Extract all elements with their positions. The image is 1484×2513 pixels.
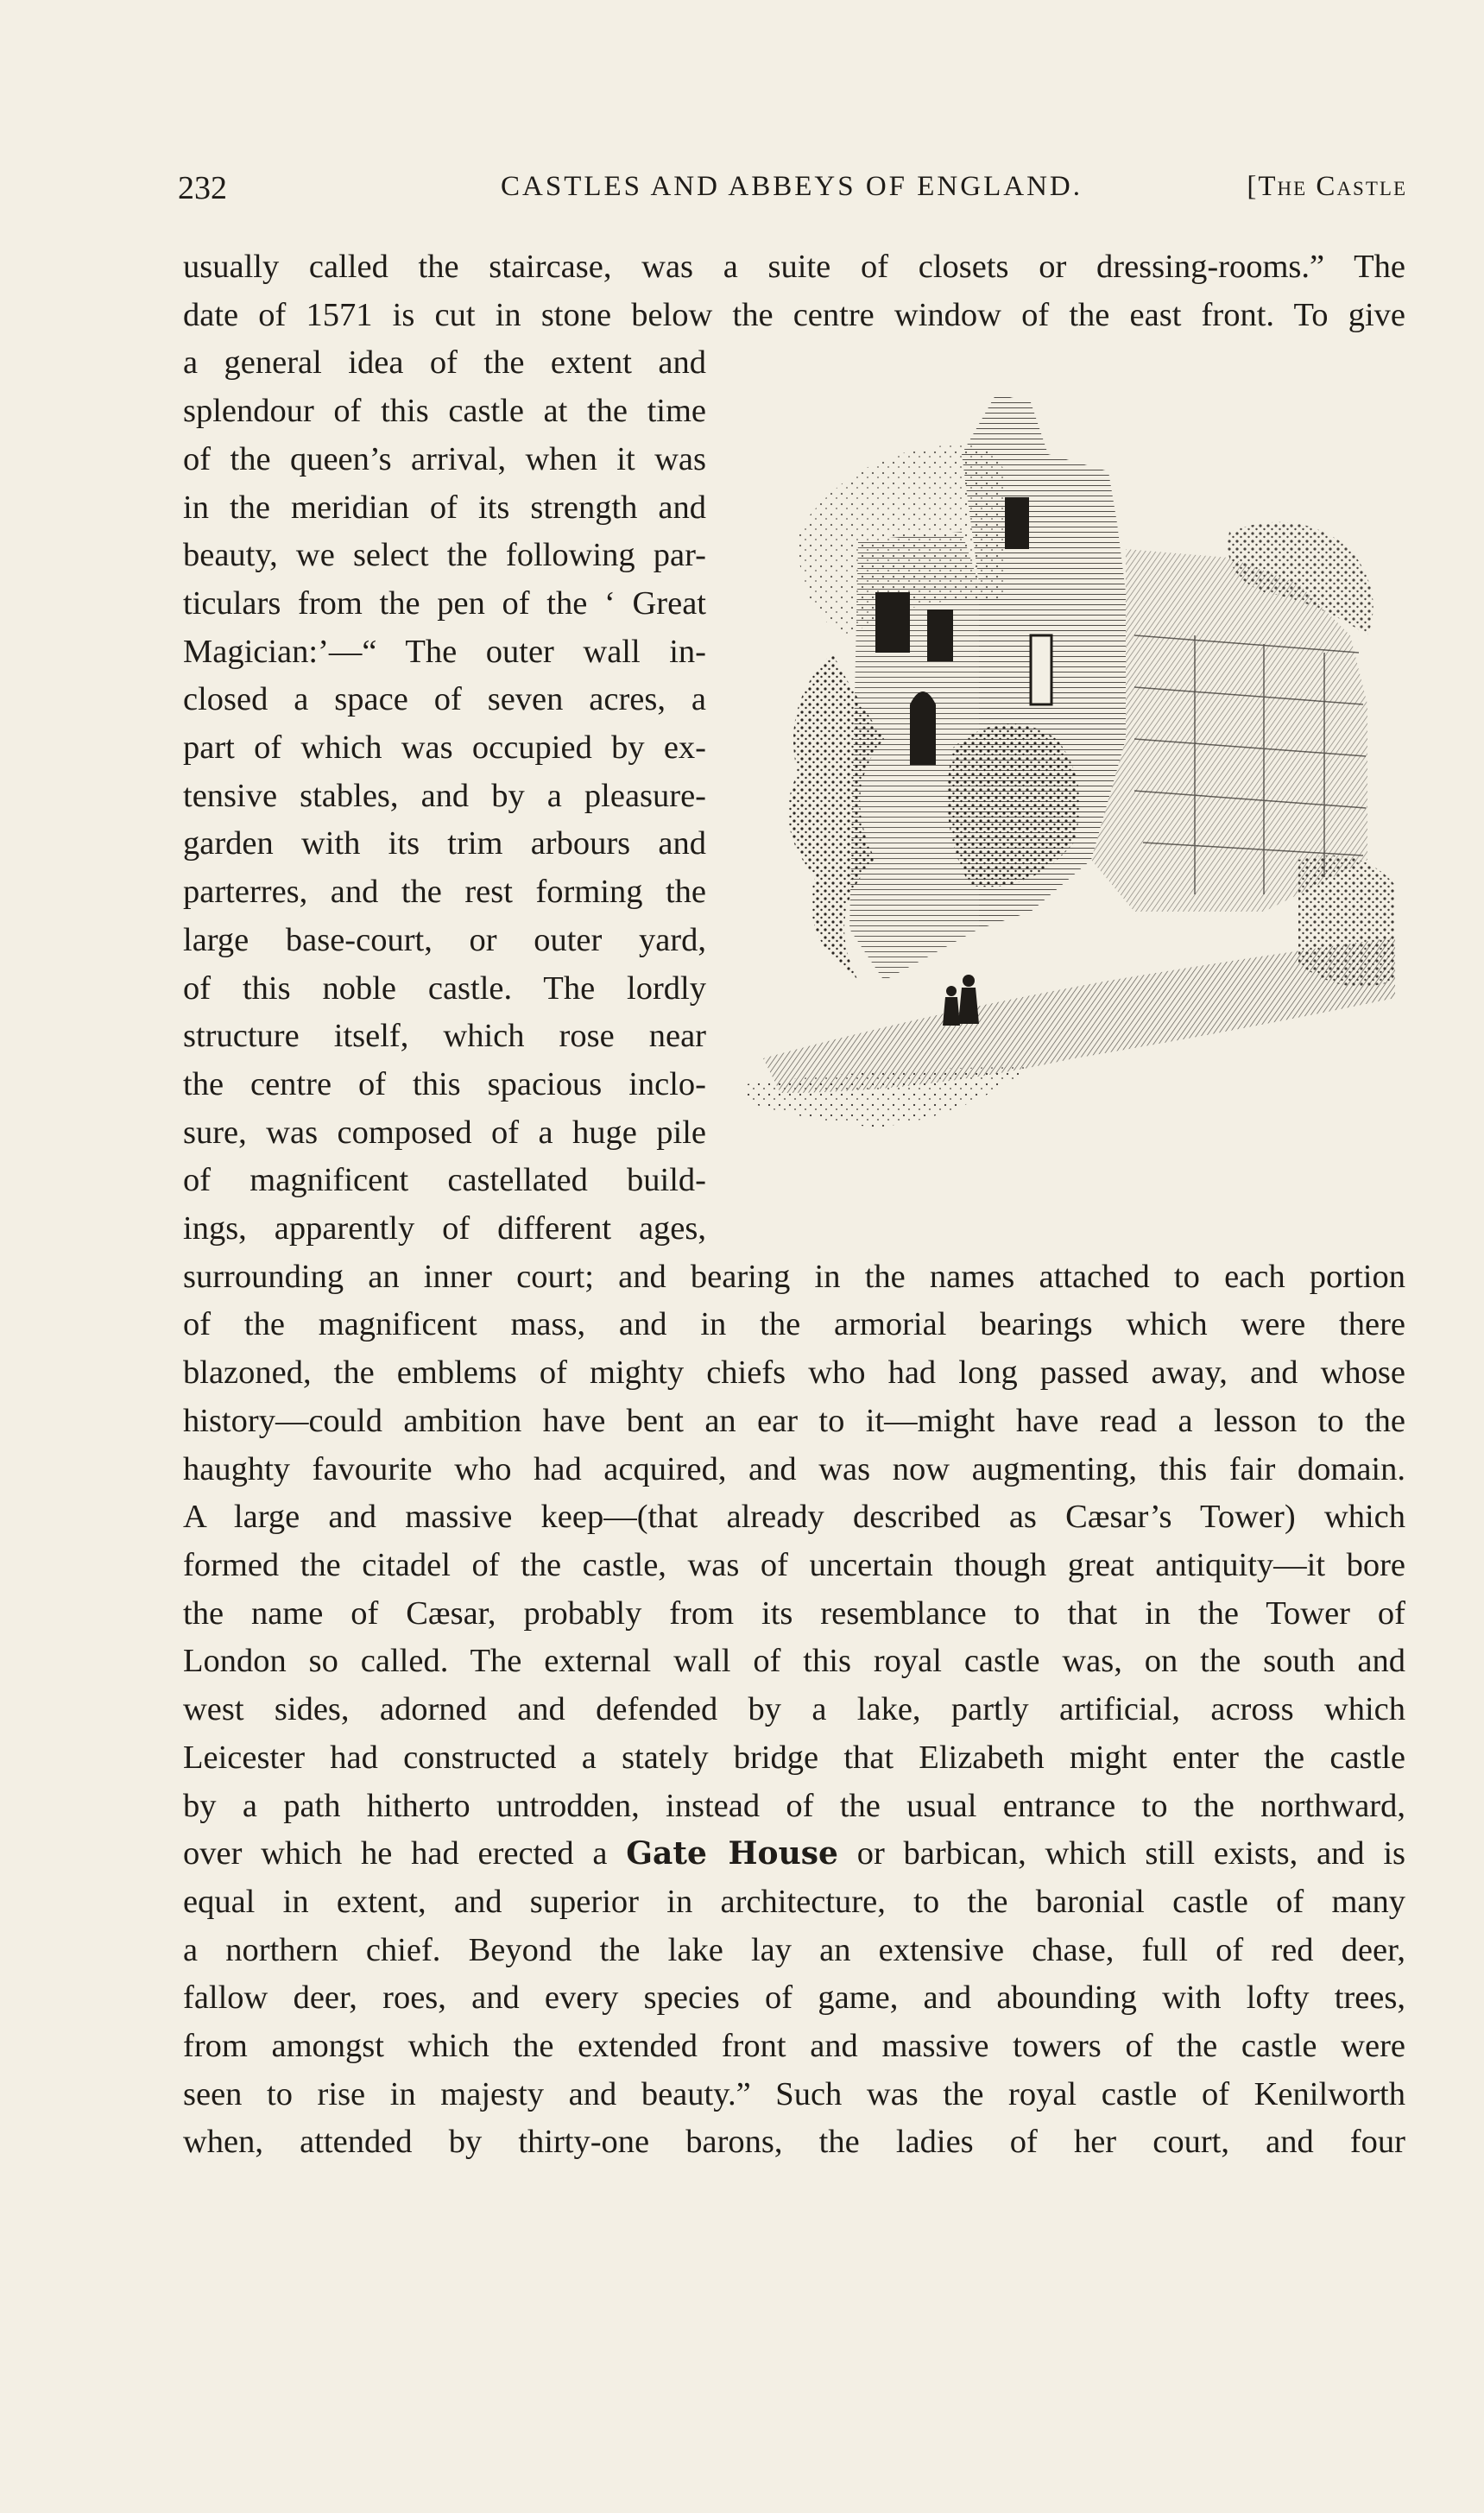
text-line: surrounding an inner court; and bearing in the names attached to each portion — [183, 1258, 1405, 1295]
text-line: large base-court, or outer yard, — [183, 921, 706, 958]
page-number: 232 — [178, 170, 227, 206]
text-line: tensive stables, and by a pleasure- — [183, 777, 706, 814]
text-line: formed the citadel of the castle, was of uncertain though great antiquity—it bore — [183, 1546, 1405, 1583]
text-line: date of 1571 is cut in stone below the centre window of the east front. To give — [183, 296, 1405, 333]
text-fragment: over which he had erected a — [183, 1835, 608, 1872]
text-line: a general idea of the extent and — [183, 344, 706, 382]
text-line: A large and massive keep—(that already described as Cæsar’s Tower) which — [183, 1499, 1405, 1536]
text-line: the centre of this spacious inclo- — [183, 1065, 706, 1102]
text-line: blazoned, the emblems of mighty chiefs who had long passed away, and whose — [183, 1354, 1405, 1392]
text-line: beauty, we select the following par- — [183, 537, 706, 574]
text-line: ticulars from the pen of the ‘ Great — [183, 584, 706, 622]
text-line: usually called the staircase, was a suite of closets or dressing-rooms.” The — [183, 249, 1405, 285]
gate-house-blackletter: Gate House — [626, 1835, 838, 1872]
text-line: the name of Cæsar, probably from its resemblance to that in the Tower of — [183, 1594, 1405, 1632]
text-line — [183, 1830, 1405, 1878]
text-line: fallow deer, roes, and every species of game, and abounding with lofty trees, — [183, 1979, 1405, 2017]
text-line: in the meridian of its strength and — [183, 489, 706, 526]
text-line: from amongst which the extended front and massive towers of the castle were — [183, 2028, 1405, 2065]
castle-ruin-engraving — [746, 376, 1395, 1212]
text-line: of magnificent castellated build- — [183, 1162, 706, 1199]
text-line: Leicester had constructed a stately bridge that Elizabeth might enter the castle — [183, 1739, 1405, 1776]
text-line: equal in extent, and superior in architecture, to the baronial castle of many — [183, 1883, 1405, 1920]
text-line: ings, apparently of different ages, — [183, 1210, 706, 1247]
text-line: haughty favourite who had acquired, and was now augmenting, this fair domain. — [183, 1450, 1405, 1487]
section-heading: [The Castle — [1247, 171, 1407, 202]
text-line: Magician:’—“ The outer wall in- — [183, 633, 706, 670]
text-fragment: or barbican, which still exists, and is — [856, 1835, 1405, 1872]
text-line: garden with its trim arbours and — [183, 825, 706, 862]
running-title: CASTLES AND ABBEYS OF ENGLAND. — [501, 171, 1083, 202]
text-line: structure itself, which rose near — [183, 1018, 706, 1055]
text-line: closed a space of seven acres, a — [183, 681, 706, 718]
text-line: part of which was occupied by ex- — [183, 729, 706, 767]
text-line: of this noble castle. The lordly — [183, 969, 706, 1007]
text-line: seen to rise in majesty and beauty.” Such was the royal castle of Kenilworth — [183, 2075, 1405, 2112]
text-line: sure, was composed of a huge pile — [183, 1114, 706, 1151]
text-line: parterres, and the rest forming the — [183, 874, 706, 911]
text-line: west sides, adorned and defended by a lake, partly artificial, across which — [183, 1691, 1405, 1728]
text-line: history—could ambition have bent an ear to it—might have read a lesson to the — [183, 1402, 1405, 1439]
text-line: London so called. The external wall of this royal castle was, on the south and — [183, 1643, 1405, 1680]
text-line: of the queen’s arrival, when it was — [183, 440, 706, 477]
running-header — [178, 169, 1407, 218]
text-line: splendour of this castle at the time — [183, 393, 706, 430]
text-line: by a path hitherto untrodden, instead of the usual entrance to the northward, — [183, 1787, 1405, 1824]
text-line: a northern chief. Beyond the lake lay an extensive chase, full of red deer, — [183, 1931, 1405, 1968]
text-line: of the magnificent mass, and in the armorial bearings which were there — [183, 1306, 1405, 1343]
text-line: when, attended by thirty-one barons, the ladies of her court, and four — [183, 2124, 1405, 2161]
